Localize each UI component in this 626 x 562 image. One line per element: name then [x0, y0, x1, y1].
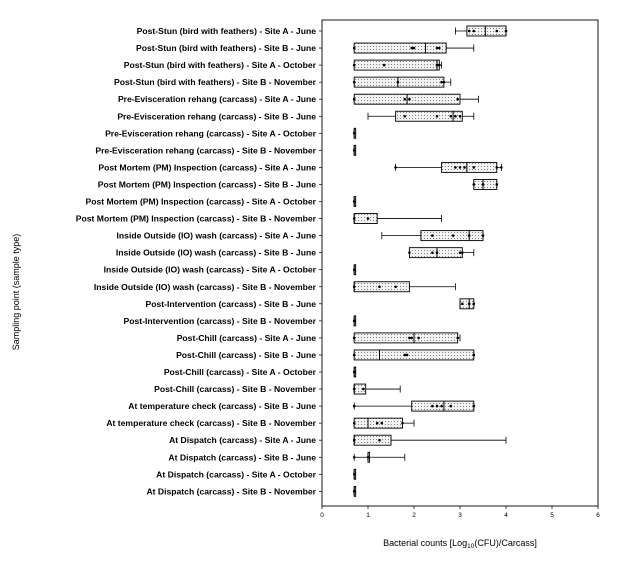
data-point: [362, 388, 365, 391]
data-point: [410, 47, 413, 50]
data-point: [459, 115, 462, 118]
data-point: [463, 166, 466, 169]
category-label: At temperature check (carcass) - Site B - November: [106, 418, 316, 429]
data-point: [353, 337, 356, 340]
data-point: [404, 354, 407, 357]
x-axis-title: [383, 538, 537, 550]
category-label: Post Mortem (PM) Inspection (carcass) - Site B - November: [75, 213, 316, 224]
data-point: [450, 405, 453, 408]
data-point: [436, 47, 439, 50]
data-point: [376, 422, 379, 425]
category-label: Post-Stun (bird with feathers) - Site B - November: [114, 77, 316, 88]
data-point: [413, 47, 416, 50]
iqr-box: [354, 333, 458, 343]
data-point: [353, 320, 356, 323]
data-point: [473, 166, 476, 169]
data-point: [456, 337, 459, 340]
data-point: [438, 47, 441, 50]
data-point: [353, 47, 356, 50]
category-label: Post-Chill (carcass) - Site A - June: [176, 332, 316, 343]
data-point: [461, 251, 464, 254]
data-point: [468, 303, 471, 306]
data-point: [353, 268, 356, 271]
data-point: [353, 405, 356, 408]
x-axis-title-main: Bacterial counts [Log: [383, 538, 468, 548]
data-point: [353, 473, 356, 476]
data-point: [353, 388, 356, 391]
data-point: [353, 200, 356, 203]
data-point: [353, 98, 356, 101]
data-point: [436, 405, 439, 408]
data-point: [440, 81, 443, 84]
data-point: [410, 337, 413, 340]
data-point: [473, 405, 476, 408]
data-point: [454, 166, 457, 169]
category-label: Post Mortem (PM) Inspection (carcass) - Site B - June: [97, 179, 316, 190]
data-point: [431, 234, 434, 237]
data-point: [378, 439, 381, 442]
data-point: [353, 371, 356, 374]
iqr-box: [354, 60, 439, 70]
data-point: [353, 149, 356, 152]
x-tick-label: 0: [320, 512, 324, 519]
category-label: Post-Stun (bird with feathers) - Site A - October: [123, 60, 316, 71]
data-point: [397, 81, 400, 84]
category-label: Inside Outside (IO) wash (carcass) - Site A - October: [103, 264, 316, 275]
data-point: [394, 285, 397, 288]
category-label: Post-Intervention (carcass) - Site B - November: [123, 315, 316, 326]
category-label: Post-Stun (bird with feathers) - Site A - June: [136, 26, 316, 36]
x-tick-label: 5: [550, 512, 554, 519]
x-tick-label: 3: [458, 512, 462, 519]
category-label: At Dispatch (carcass) - Site B - November: [146, 486, 316, 497]
category-label: Inside Outside (IO) wash (carcass) - Site B - June: [115, 247, 316, 258]
data-point: [468, 30, 471, 33]
data-point: [454, 115, 457, 118]
iqr-box: [354, 214, 377, 224]
iqr-box: [354, 282, 409, 292]
category-label: Pre-Evisceration rehang (carcass) - Site B - June: [117, 111, 316, 122]
x-tick-label: 4: [504, 512, 508, 519]
x-tick-label: 2: [412, 512, 416, 519]
data-point: [394, 166, 397, 169]
data-point: [459, 166, 462, 169]
category-label: Post-Chill (carcass) - Site B - November: [154, 384, 316, 395]
iqr-box: [354, 435, 391, 445]
data-point: [401, 422, 404, 425]
data-point: [417, 337, 420, 340]
data-point: [468, 234, 471, 237]
x-axis-title-subscript: 10: [467, 543, 475, 550]
iqr-box: [354, 43, 446, 53]
data-point: [473, 303, 476, 306]
data-point: [406, 354, 409, 357]
data-point: [459, 251, 462, 254]
data-point: [404, 98, 407, 101]
category-label: Post-Intervention (carcass) - Site B - June: [145, 298, 316, 309]
category-label: At Dispatch (carcass) - Site A - June: [169, 435, 316, 446]
plot-frame: [322, 20, 598, 506]
data-point: [438, 64, 441, 67]
data-point: [473, 354, 476, 357]
iqr-box: [442, 162, 497, 172]
data-point: [496, 183, 499, 186]
data-point: [353, 439, 356, 442]
data-point: [404, 115, 407, 118]
data-point: [456, 98, 459, 101]
data-point: [505, 30, 508, 33]
y-axis-title: Sampling point (sample type): [11, 233, 21, 351]
data-point: [450, 115, 453, 118]
data-point: [367, 217, 370, 220]
category-label: Post Mortem (PM) Inspection (carcass) - Site A - October: [85, 196, 316, 207]
data-point: [473, 183, 476, 186]
data-point: [473, 30, 476, 33]
category-label: Pre-Evisceration rehang (carcass) - Site A - June: [117, 94, 316, 105]
data-point: [482, 234, 485, 237]
data-point: [408, 98, 411, 101]
data-point: [353, 217, 356, 220]
category-label: At Dispatch (carcass) - Site B - June: [168, 452, 316, 463]
data-point: [496, 30, 499, 33]
iqr-box: [474, 179, 497, 189]
x-tick-label: 1: [366, 512, 370, 519]
data-point: [353, 132, 356, 135]
category-label: Post Mortem (PM) Inspection (carcass) - Site A - June: [98, 162, 316, 173]
data-point: [443, 81, 446, 84]
data-point: [353, 354, 356, 357]
x-axis-title-unit: (CFU)/Carcass]: [474, 538, 537, 548]
data-point: [461, 303, 464, 306]
data-point: [482, 183, 485, 186]
category-label: Inside Outside (IO) wash (carcass) - Site B - November: [93, 281, 316, 292]
data-point: [353, 64, 356, 67]
data-point: [408, 251, 411, 254]
data-point: [353, 81, 356, 84]
category-label: At temperature check (carcass) - Site B - June: [128, 401, 316, 412]
data-point: [408, 337, 411, 340]
data-point: [431, 405, 434, 408]
category-label: Post-Chill (carcass) - Site B - June: [176, 349, 316, 360]
iqr-box: [354, 350, 474, 360]
data-point: [367, 456, 370, 459]
category-label: Pre-Evisceration rehang (carcass) - Site A - October: [105, 128, 316, 139]
data-point: [436, 115, 439, 118]
category-label: Pre-Evisceration rehang (carcass) - Site B - November: [95, 145, 316, 156]
category-label: Post-Stun (bird with feathers) - Site B - June: [136, 43, 316, 54]
category-label: At Dispatch (carcass) - Site A - October: [156, 469, 316, 480]
data-point: [436, 251, 439, 254]
data-point: [500, 166, 503, 169]
data-point: [496, 166, 499, 169]
data-point: [431, 251, 434, 254]
data-point: [353, 490, 356, 493]
x-tick-label: 6: [596, 512, 600, 519]
data-point: [452, 234, 455, 237]
data-point: [383, 64, 386, 67]
category-label: Post-Chill (carcass) - Site A - October: [163, 367, 316, 377]
data-point: [436, 64, 439, 67]
data-point: [353, 285, 356, 288]
data-point: [381, 422, 384, 425]
data-point: [353, 456, 356, 459]
category-label: Inside Outside (IO) wash (carcass) - Site A - June: [116, 230, 316, 241]
data-point: [353, 422, 356, 425]
data-point: [440, 405, 443, 408]
data-point: [378, 285, 381, 288]
